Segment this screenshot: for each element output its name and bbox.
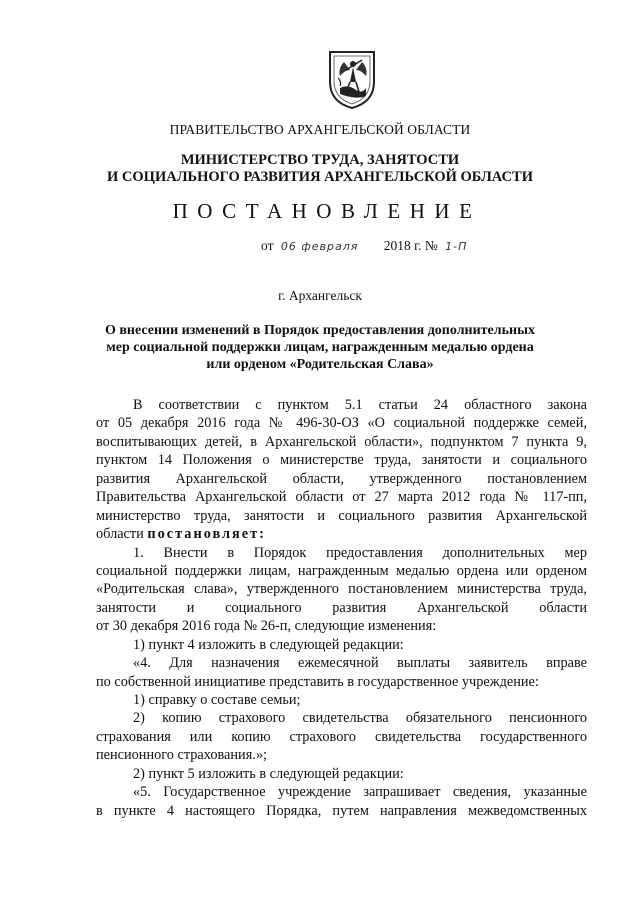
title-line1: О внесении изменений в Порядок предоставления дополнительных (104, 323, 536, 338)
handwritten-date: 06 февраля (280, 240, 359, 253)
title-line2: мер социальной поддержки лицам, награжденным медалью ордена (106, 340, 534, 355)
handwritten-number: 1-П (445, 240, 468, 253)
body-line: Правительства Архангельской области от 27 марта 2012 года № 117-пп, (96, 489, 587, 506)
body-line: по собственной инициативе представить в государственное учреждение: (96, 673, 539, 690)
body-line: от 30 декабря 2016 года № 26-п, следующие изменения: (96, 618, 437, 635)
body-line: пенсионного страхования.»; (96, 747, 267, 764)
body-line: В соответствии с пунктом 5.1 статьи 24 областного закона (133, 397, 587, 413)
ministry-name-line1: МИНИСТЕРСТВО ТРУДА, ЗАНЯТОСТИ (180, 152, 460, 168)
body-line: министерство труда, занятости и социального развития Архангельской (96, 507, 587, 524)
document-body (96, 396, 587, 820)
coat-of-arms-icon (326, 48, 378, 110)
body-line: в пункте 4 настоящего Порядка, путем направления межведомственных (96, 802, 587, 819)
body-line: социальной поддержки лицам, награжденным медалью ордена или орденом (96, 562, 587, 579)
year-number-label: 2018 г. № (383, 238, 438, 253)
body-line: 1) пункт 4 изложить в следующей редакции: (133, 636, 404, 653)
ministry-name-line2: И СОЦИАЛЬНОГО РАЗВИТИЯ АРХАНГЕЛЬСКОЙ ОБЛАСТИ (107, 169, 533, 185)
body-line: занятости и социального развития Архангельской области (96, 599, 587, 616)
body-line: воспитывающих детей, в Архангельской области», подпунктом 7 пункта 9, (96, 433, 587, 450)
city: г. Архангельск (278, 288, 362, 303)
body-line: 2) копию страхового свидетельства обязательного пенсионного (133, 710, 587, 727)
body-line: «5. Государственное учреждение запрашивает сведения, указанные (133, 784, 587, 801)
body-line: страхования или копию страхового свидетельства государственного (96, 728, 587, 745)
title-line3: или орденом «Родительская Слава» (206, 357, 434, 372)
body-line: пунктом 14 Положения о министерстве труда, занятости и социального (96, 452, 587, 469)
body-line (96, 525, 587, 543)
body-line: 2) пункт 5 изложить в следующей редакции: (133, 765, 404, 782)
date-number-row (261, 238, 467, 254)
resolution-word: постановляет: (147, 526, 266, 543)
body-text-fragment: области (96, 526, 144, 543)
body-line: «4. Для назначения ежемесячной выплаты заявитель вправе (133, 655, 587, 672)
government-name: ПРАВИТЕЛЬСТВО АРХАНГЕЛЬСКОЙ ОБЛАСТИ (169, 122, 471, 137)
body-line: «Родительская слава», утвержденного постановлением министерства труда, (96, 581, 587, 598)
body-line: 1. Внести в Порядок предоставления дополнительных мер (133, 544, 587, 561)
body-line: от 05 декабря 2016 года № 496-30-ОЗ «О социальной поддержке семей, (96, 415, 587, 432)
body-line: 1) справку о составе семьи; (133, 692, 301, 708)
date-prefix: от (261, 238, 274, 253)
document-type: ПОСТАНОВЛЕНИЕ (172, 199, 482, 223)
body-line: развития Архангельской области, утвержденного постановлением (96, 470, 587, 487)
